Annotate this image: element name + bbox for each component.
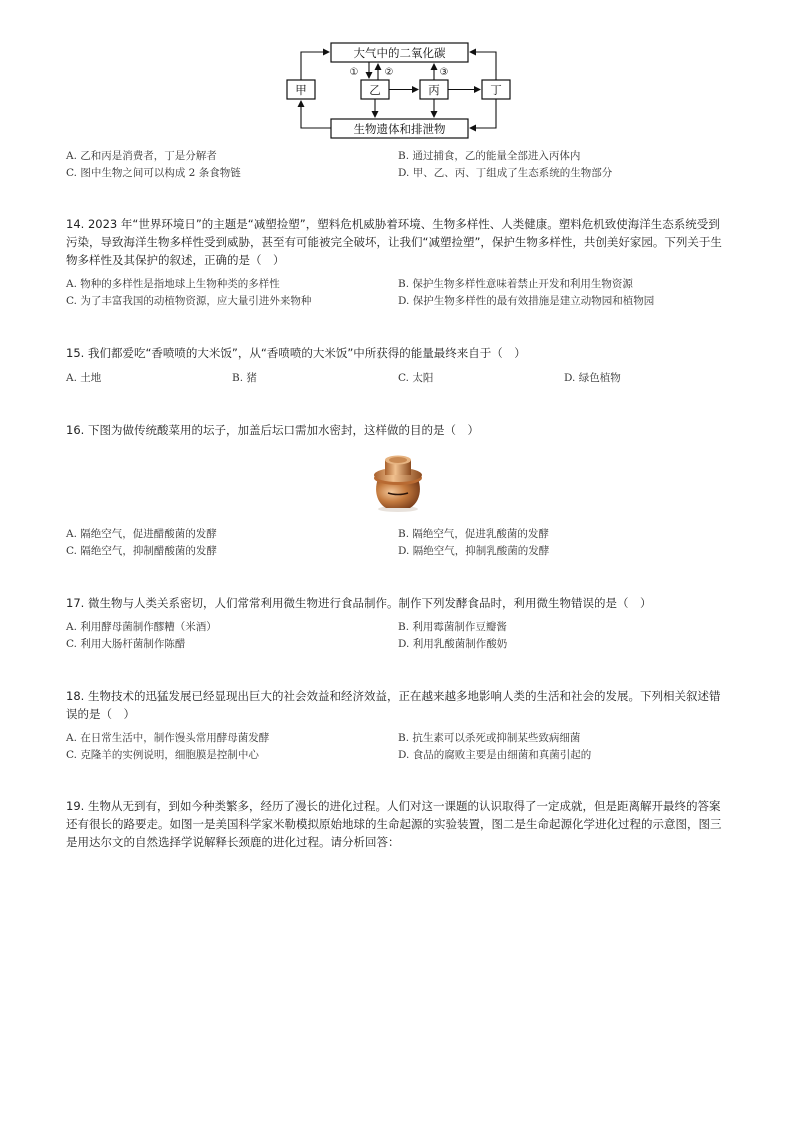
q13-option-b[interactable]: B. 通过捕食，乙的能量全部进入丙体内 [398,150,581,162]
q18-option-c[interactable]: C. 克隆羊的实例说明，细胞膜是控制中心 [66,749,259,761]
q19-stem: 19. 生物从无到有，到如今种类繁多，经历了漫长的进化过程。人们对这一课题的认识取得了一定成就，但是距离解开最终的答案还有很长的路要走。如图一是美国科学家米勒模拟原始地球的生命起源的实验装置，图二是生命起源化学进化过程的示意图，图三是用达尔文的自然选择学说解释长颈鹿的进化过程。请分析回答： [66,799,722,849]
node-jia-label: 甲 [295,83,307,97]
q18-option-b[interactable]: B. 抗生素可以杀死或抑制某些致病细菌 [398,732,581,744]
q16-option-b[interactable]: B. 隔绝空气，促进乳酸菌的发酵 [398,528,549,540]
q16-option-c[interactable]: C. 隔绝空气，抑制醋酸菌的发酵 [66,545,217,557]
q18-option-d[interactable]: D. 食品的腐败主要是由细菌和真菌引起的 [398,749,592,761]
q17-option-c[interactable]: C. 利用大肠杆菌制作陈醋 [66,638,186,650]
bottom-box-label: 生物遗体和排泄物 [353,122,446,136]
node-yi-label: 乙 [369,83,381,97]
node-bing-label: 丙 [428,83,440,97]
node-ding-label: 丁 [490,83,502,97]
q14-option-d[interactable]: D. 保护生物多样性的最有效措施是建立动物园和植物园 [398,295,655,307]
q17-option-d[interactable]: D. 利用乳酸菌制作酸奶 [398,638,508,650]
arrow-ding-to-remains [470,99,496,128]
q13-option-a[interactable]: A. 乙和丙是消费者，丁是分解者 [66,150,217,162]
arrow-ding-to-co2 [470,52,496,80]
top-box-label: 大气中的二氧化碳 [353,46,446,60]
mark-3: ③ [439,67,449,78]
q15-stem: 15. 我们都爱吃“香喷喷的大米饭”，从“香喷喷的大米饭”中所获得的能量最终来自于（ ） [66,346,526,360]
arrow-remains-to-jia [301,101,331,128]
q18-option-a[interactable]: A. 在日常生活中，制作馒头常用酵母菌发酵 [66,732,270,744]
q17-option-b[interactable]: B. 利用霉菌制作豆瓣酱 [398,621,507,633]
arrow-jia-to-co2 [301,52,329,80]
q18-stem: 18. 生物技术的迅猛发展已经显现出巨大的社会效益和经济效益，正在越来越多地影响人类的生活和社会的发展。下列相关叙述错误的是（ ） [66,689,721,721]
q17-option-a[interactable]: A. 利用酵母菌制作醪糟（米酒） [66,621,217,633]
q13-option-d[interactable]: D. 甲、乙、丙、丁组成了生态系统的生物部分 [398,167,613,179]
carbon-cycle-diagram [0,0,794,145]
q15-option-b[interactable]: B. 猪 [232,372,257,384]
pickle-jar-image [366,447,430,515]
q16-option-a[interactable]: A. 隔绝空气，促进醋酸菌的发酵 [66,528,217,540]
q15-option-d[interactable]: D. 绿色植物 [564,372,621,384]
q16-option-d[interactable]: D. 隔绝空气，抑制乳酸菌的发酵 [398,545,550,557]
q14-stem: 14. 2023 年“世界环境日”的主题是“减塑捡塑”，塑料危机威胁着环境、生物多样性、人类健康。塑料危机致使海洋生态系统受到污染，导致海洋生物多样性受到威胁，甚至有可能被完全破坏，让我们“减塑捡塑”，保护生物多样性，共创美好家园。下列关于生物多样性及其保护的叙述，正确的是（ ） [66,217,722,267]
mark-1: ① [349,67,359,78]
q14-option-a[interactable]: A. 物种的多样性是指地球上生物种类的多样性 [66,278,280,290]
q13-option-c[interactable]: C. 图中生物之间可以构成 2 条食物链 [66,167,241,179]
q16-stem: 16. 下图为做传统酸菜用的坛子，加盖后坛口需加水密封，这样做的目的是（ ） [66,423,479,437]
q15-option-a[interactable]: A. 土地 [66,372,102,384]
q14-option-c[interactable]: C. 为了丰富我国的动植物资源，应大量引进外来物种 [66,295,312,307]
mark-2: ② [384,67,394,78]
q15-option-c[interactable]: C. 太阳 [398,372,434,384]
q17-stem: 17. 微生物与人类关系密切，人们常常利用微生物进行食品制作。制作下列发酵食品时，利用微生物错误的是（ ） [66,596,652,610]
q14-option-b[interactable]: B. 保护生物多样性意味着禁止开发和利用生物资源 [398,278,633,290]
